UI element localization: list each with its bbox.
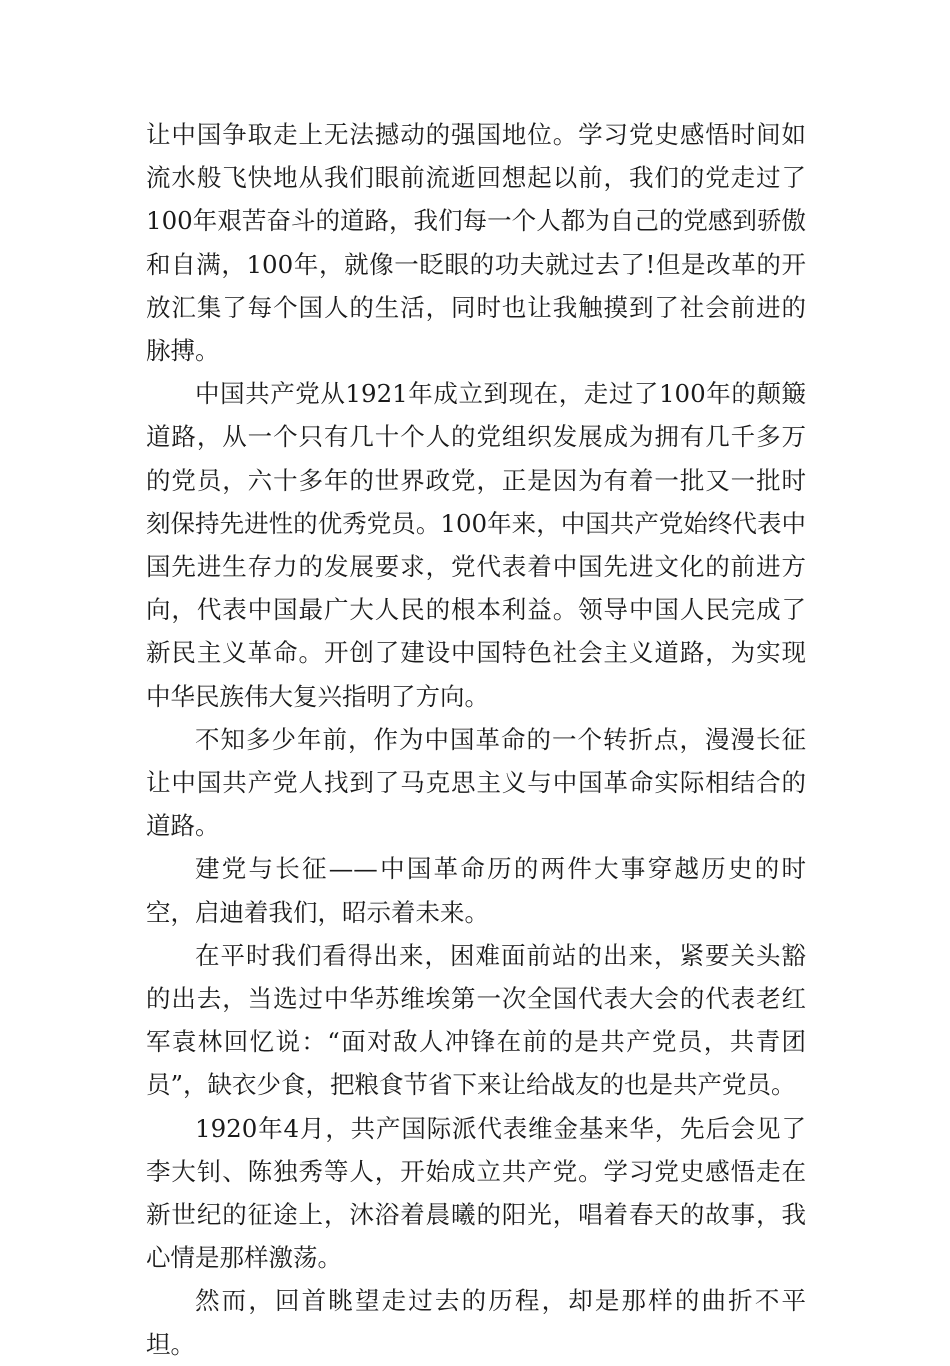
paragraph: 中国共产党从1921年成立到现在，走过了100年的颠簸道路，从一个只有几十个人的党组织发展成为拥有几千多万的党员，六十多年的世界政党，正是因为有着一批又一批时刻保持先进性的优秀党员。100年来，中国共产党始终代表中国先进生存力的发展要求，党代表着中国先进文化的前进方向，代表中国最广大人民的根本利益。领导中国人民完成了新民主义革命。开创了建设中国特色社会主义道路，为实现中华民族伟大复兴指明了方向。 bbox=[146, 379, 806, 711]
paragraph: 在平时我们看得出来，困难面前站的出来，紧要关头豁的出去，当选过中华苏维埃第一次全国代表大会的代表老红军袁林回忆说：“面对敌人冲锋在前的是共产党员，共青团员”，缺衣少食，把粮食节省下来让给战友的也是共产党员。 bbox=[146, 940, 806, 1100]
paragraph: 让中国争取走上无法撼动的强国地位。学习党史感悟时间如流水般飞快地从我们眼前流逝回想起以前，我们的党走过了100年艰苦奋斗的道路，我们每一个人都为自己的党感到骄傲和自满，100年，就像一眨眼的功夫就过去了!但是改革的开放汇集了每个国人的生活，同时也让我触摸到了社会前进的脉搏。 bbox=[146, 120, 806, 366]
paragraph: 建党与长征——中国革命历的两件大事穿越历史的时空，启迪着我们，昭示着未来。 bbox=[146, 854, 806, 927]
document-body bbox=[146, 113, 806, 1366]
paragraph: 然而，回首眺望走过去的历程，却是那样的曲折不平坦。 bbox=[146, 1286, 806, 1359]
paragraph: 1920年4月，共产国际派代表维金基来华，先后会见了李大钊、陈独秀等人，开始成立共产党。学习党史感悟走在新世纪的征途上，沐浴着晨曦的阳光，唱着春天的故事，我心情是那样激荡。 bbox=[146, 1113, 806, 1273]
paragraph: 不知多少年前，作为中国革命的一个转折点，漫漫长征让中国共产党人找到了马克思主义与中国革命实际相结合的道路。 bbox=[146, 724, 806, 841]
